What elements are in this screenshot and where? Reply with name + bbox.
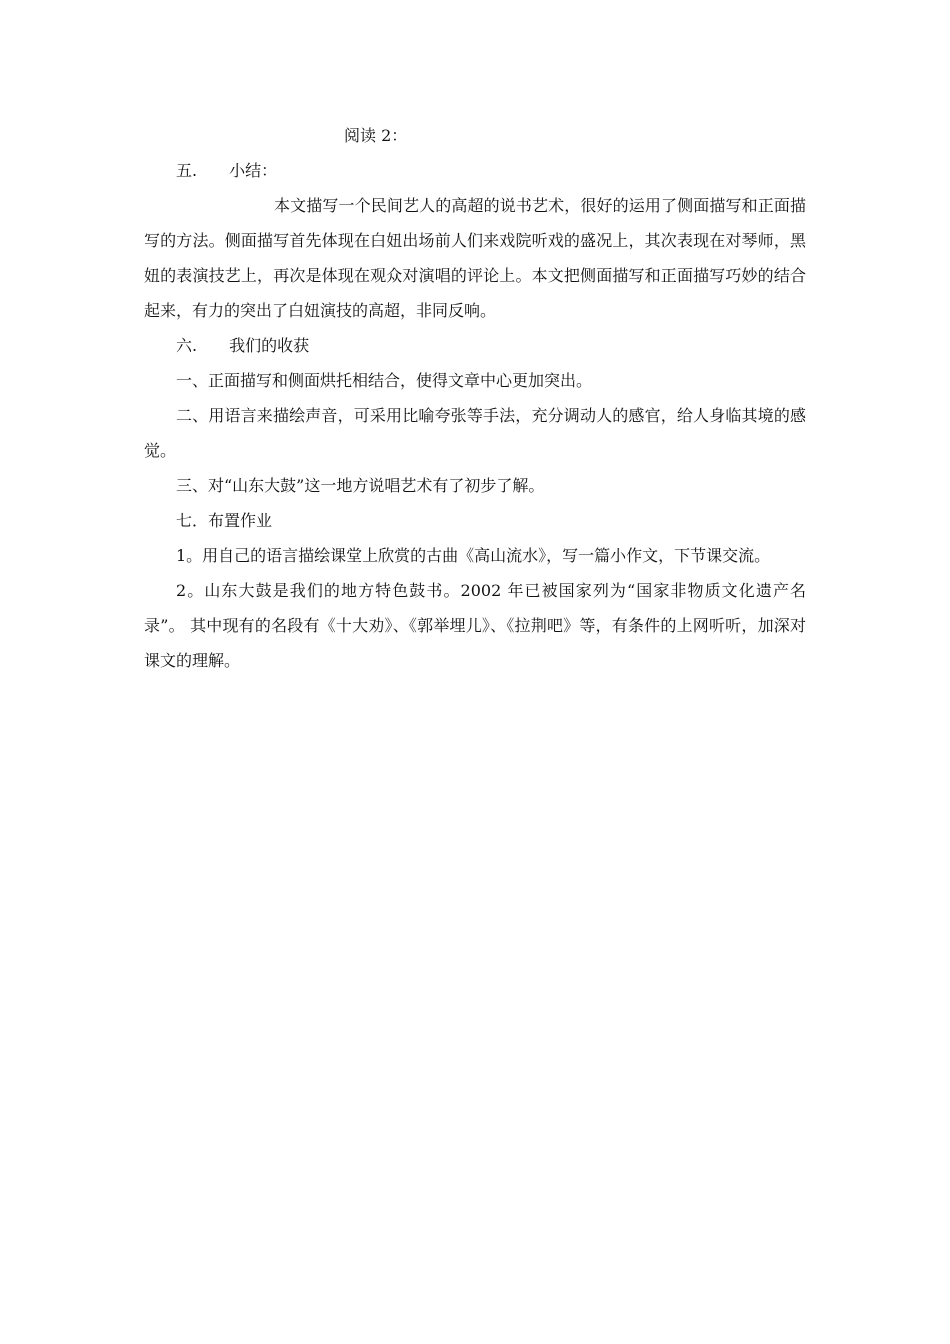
section-5-title: 小结： [229,161,278,180]
reading-label: 阅读 2： [344,126,408,145]
gain-item-1: 一、正面描写和侧面烘托相结合，使得文章中心更加突出。 [176,371,593,390]
homework-item-2: 2。山东大鼓是我们的地方特色鼓书。2002 年已被国家列为“国家非物质文化遗产名录”。 其中现有的名段有《十大劝》、《郭举埋儿》、《拉荆吧》等，有条件的上网听听，加深对课文的理解。 [144,581,806,670]
homework-item-1: 1。用自己的语言描绘课堂上欣赏的古曲《高山流水》，写一篇小作文，下节课交流。 [176,546,771,565]
section-6-heading [144,328,806,363]
section-5-heading [144,153,806,188]
section-6-title: 我们的收获 [229,336,310,355]
gain-item-3: 三、对“山东大鼓”这一地方说唱艺术有了初步了解。 [176,476,545,495]
document-body [144,118,806,678]
section-5-number: 五. [176,161,198,180]
summary-paragraph: 本文描写一个民间艺人的高超的说书艺术，很好的运用了侧面描写和正面描写的方法。侧面描写首先体现在白妞出场前人们来戏院听戏的盛况上，其次表现在对琴师，黑妞的表演技艺上，再次是体现在观众对演唱的评论上。本文把侧面描写和正面描写巧妙的结合起来，有力的突出了白妞演技的高超，非同反响。 [144,196,806,320]
gain-item-2: 二、用语言来描绘声音，可采用比喻夸张等手法，充分调动人的感官，给人身临其境的感觉。 [144,406,806,460]
section-6-number: 六. [176,336,198,355]
section-7-heading: 七．布置作业 [176,511,273,530]
